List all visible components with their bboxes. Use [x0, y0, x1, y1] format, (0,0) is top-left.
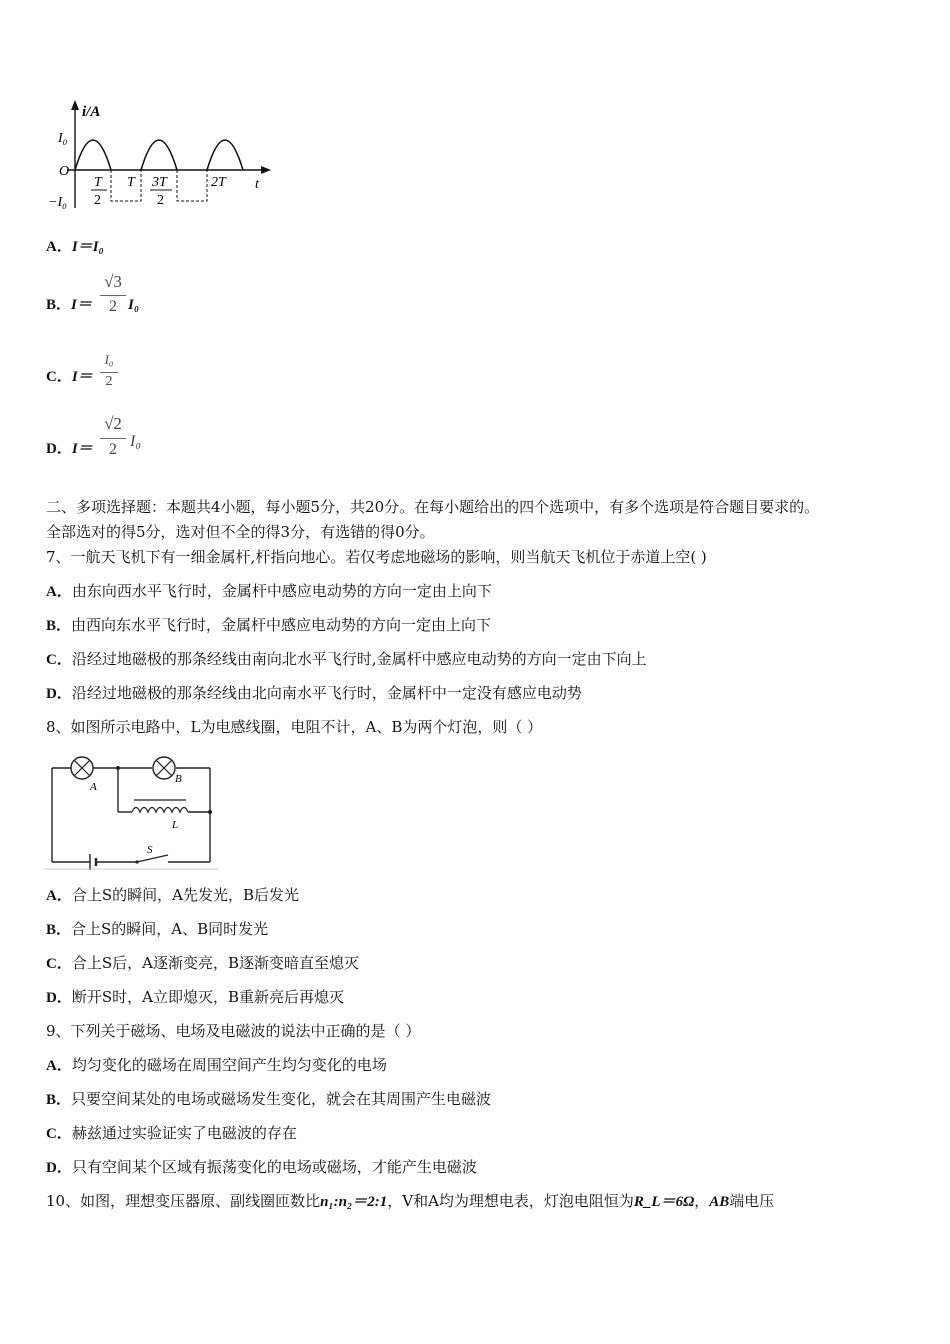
- origin-label: O: [59, 164, 70, 179]
- fraction-denominator: 2: [105, 374, 113, 389]
- formula-lhs: I＝: [71, 239, 93, 255]
- option-letter: C．: [46, 956, 72, 972]
- q9-option-c: [46, 1123, 297, 1144]
- x-label-half-den: 2: [94, 193, 101, 208]
- option-text: 合上S的瞬间，A、B同时发光: [71, 920, 269, 938]
- q8-option-d: [46, 987, 344, 1008]
- q8-option-c: [46, 953, 359, 974]
- formula-rhs: I₀: [128, 297, 140, 313]
- q6-option-d: [46, 438, 93, 459]
- q7-option-b: [46, 615, 491, 636]
- q8-option-b: [46, 919, 268, 940]
- q7-stem: 7、一航天飞机下有一细金属杆,杆指向地心。若仅考虑地磁场的影响，则当航天飞机位于赤道上空( ): [46, 548, 707, 566]
- q10-resistor: R_L＝6Ω: [633, 1194, 695, 1210]
- formula-lhs: I＝: [71, 297, 92, 313]
- x-label-three-half-num: 3T: [152, 175, 167, 190]
- q10-ab: AB: [709, 1194, 730, 1210]
- x-label-2T: 2T: [211, 175, 226, 190]
- y-tick-top: I₀: [58, 131, 68, 146]
- option-text: 沿经过地磁极的那条经线由北向南水平飞行时，金属杆中一定没有感应电动势: [71, 684, 582, 702]
- option-letter: C．: [46, 369, 72, 385]
- wave-hump-3: [207, 140, 243, 170]
- inductor-label: L: [172, 819, 179, 831]
- option-letter: C．: [46, 652, 72, 668]
- negative-level-1: [111, 170, 141, 201]
- fraction-numerator: √3: [104, 272, 122, 291]
- option-letter: D．: [46, 990, 72, 1006]
- q9-option-b: [46, 1089, 491, 1110]
- negative-level-2: [177, 170, 207, 201]
- option-letter: C．: [46, 1126, 72, 1142]
- fraction-bar: [100, 295, 126, 296]
- fraction-numerator: √2: [104, 414, 122, 433]
- option-letter: D．: [46, 686, 72, 702]
- q6-d-fraction: [100, 414, 126, 462]
- option-letter: B．: [46, 922, 72, 938]
- q6-b-fraction: [100, 272, 126, 320]
- option-text: 均匀变化的磁场在周围空间产生均匀变化的电场: [71, 1056, 387, 1074]
- option-text: 只要空间某处的电场或磁场发生变化，就会在其周围产生电磁波: [71, 1090, 492, 1108]
- q7-option-d: [46, 683, 582, 704]
- formula-lhs: I＝: [71, 369, 93, 385]
- option-text: 沿经过地磁极的那条经线由南向北水平飞行时,金属杆中感应电动势的方向一定由下向上: [71, 650, 647, 668]
- option-text: 合上S的瞬间，A先发光，B后发光: [71, 886, 299, 904]
- option-letter: D．: [46, 441, 72, 457]
- x-axis-arrow: [261, 166, 271, 174]
- switch-blade: [137, 855, 168, 862]
- q6-c-fraction: [100, 352, 118, 394]
- q7-option-a: [46, 581, 492, 602]
- y-axis-label: i/A: [82, 104, 101, 120]
- formula-rhs: I₀: [92, 239, 104, 255]
- q6-b-rhs: [128, 294, 139, 315]
- fraction-bar: [100, 372, 118, 373]
- x-label-half-num: T: [94, 175, 102, 190]
- formula-rhs: I₀: [130, 433, 141, 450]
- option-letter: A．: [46, 584, 72, 600]
- q10-suffix: 端电压: [729, 1192, 775, 1210]
- option-letter: A．: [46, 1058, 72, 1074]
- option-text: 断开S时，A立即熄灭，B重新亮后再熄灭: [71, 988, 344, 1006]
- q10-ratio: n₁:n₂＝2:1: [320, 1194, 388, 1210]
- q10-stem: 10、如图，理想变压器原、副线圈匝数比n₁:n₂＝2:1，V和A均为理想电表，灯泡电阻恒为R_L＝6Ω，AB端电压: [46, 1192, 775, 1210]
- option-text: 只有空间某个区域有振荡变化的电场或磁场，才能产生电磁波: [71, 1158, 477, 1176]
- q6-d-rhs: [130, 432, 141, 452]
- wave-hump-2: [141, 140, 177, 170]
- option-letter: B．: [46, 297, 72, 313]
- option-letter: B．: [46, 618, 72, 634]
- x-label-three-half-den: 2: [157, 193, 164, 208]
- circuit-diagram: [44, 752, 224, 870]
- option-text: 由西向东水平飞行时，金属杆中感应电动势的方向一定由上向下: [71, 616, 492, 634]
- fraction-denominator: 2: [109, 441, 117, 458]
- y-tick-bottom: −I₀: [48, 195, 67, 210]
- junction-node: [208, 810, 212, 814]
- q10-mid: ，V和A均为理想电表，灯泡电阻恒为: [387, 1192, 634, 1210]
- switch-label: S: [147, 844, 153, 856]
- q9-option-d: [46, 1157, 477, 1178]
- option-text: 赫兹通过实验证实了电磁波的存在: [71, 1124, 297, 1142]
- wave-hump-1: [75, 140, 111, 170]
- option-letter: A．: [46, 239, 72, 255]
- option-text: 由东向西水平飞行时，金属杆中感应电动势的方向一定由上向下: [71, 582, 492, 600]
- q6-option-a: [46, 236, 104, 257]
- section2-line1: 二、多项选择题：本题共4小题，每小题5分，共20分。在每小题给出的四个选项中，有多个选项是符合题目要求的。: [46, 498, 820, 516]
- lamp-b-label: B: [175, 773, 182, 785]
- q8-stem: 8、如图所示电路中，L为电感线圈，电阻不计，A、B为两个灯泡，则（ ）: [46, 718, 543, 736]
- option-letter: A．: [46, 888, 72, 904]
- q9-option-a: [46, 1055, 387, 1076]
- option-letter: B．: [46, 1092, 72, 1108]
- current-time-graph: [45, 98, 285, 213]
- lamp-a-label: A: [90, 781, 97, 793]
- q6-option-c: [46, 366, 93, 387]
- x-label-T: T: [127, 175, 135, 190]
- q6-option-b: [46, 294, 92, 315]
- x-axis-label: t: [255, 177, 259, 192]
- q9-stem: 9、下列关于磁场、电场及电磁波的说法中正确的是（ ）: [46, 1022, 421, 1040]
- formula-lhs: I＝: [71, 441, 93, 457]
- q7-option-c: [46, 649, 647, 670]
- q8-option-a: [46, 885, 299, 906]
- option-text: 合上S后，A逐渐变亮，B逐渐变暗直至熄灭: [71, 954, 359, 972]
- fraction-numerator: I₀: [104, 352, 114, 367]
- fraction-bar: [100, 438, 126, 439]
- y-axis-arrow: [71, 100, 79, 110]
- option-letter: D．: [46, 1160, 72, 1176]
- inductor-coil-icon: [132, 808, 188, 813]
- fraction-denominator: 2: [109, 298, 117, 315]
- q10-prefix: 10、如图，理想变压器原、副线圈匝数比: [46, 1192, 321, 1210]
- section2-line2: 全部选对的得5分，选对但不全的得3分，有选错的得0分。: [46, 523, 435, 541]
